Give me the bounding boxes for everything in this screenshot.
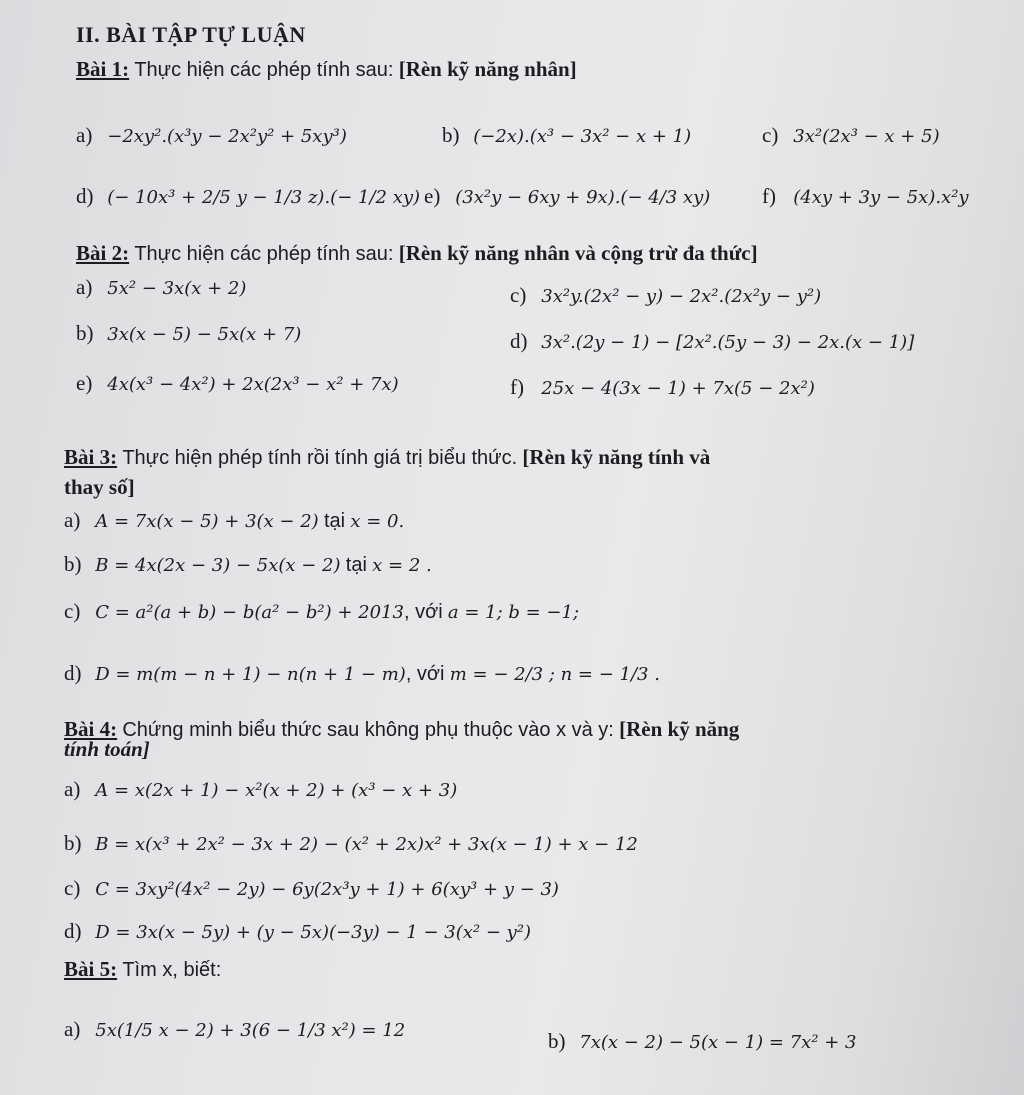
item-label: a)	[64, 777, 81, 801]
item-condition: a = 1; b = −1;	[447, 602, 580, 623]
item-label: a)	[64, 1017, 81, 1041]
bai2-tag: [Rèn kỹ năng nhân và cộng trừ đa thức]	[398, 241, 758, 265]
item-condition: x = 0.	[350, 511, 405, 532]
item-expression: (3x²y − 6xy + 9x).(− 4/3 xy)	[455, 187, 711, 208]
bai4-item-c	[64, 875, 559, 903]
item-expression: 3x(x − 5) − 5x(x + 7)	[107, 324, 302, 345]
item-label: b)	[64, 552, 82, 576]
item-expression: A = x(2x + 1) − x²(x + 2) + (x³ − x + 3)	[95, 780, 458, 801]
item-expression: C = a²(a + b) − b(a² − b²) + 2013	[95, 602, 404, 623]
bai4-item-a	[64, 776, 457, 804]
item-label: c)	[510, 283, 527, 307]
bai1-heading	[76, 56, 577, 83]
bai1-tag: [Rèn kỹ năng nhân]	[398, 57, 577, 81]
bai3-item-b	[64, 551, 432, 579]
item-expression: B = x(x³ + 2x² − 3x + 2) − (x² + 2x)x² + 3x(x − 1) + x − 12	[95, 834, 638, 855]
bai2-desc: Thực hiện các phép tính sau:	[134, 243, 394, 265]
item-label: c)	[762, 123, 779, 147]
item-condition: x = 2 .	[372, 555, 432, 576]
bai1-item-c	[762, 122, 940, 150]
item-label: d)	[76, 184, 94, 208]
item-cond-word: , với	[403, 601, 443, 623]
bai3-item-d	[64, 660, 660, 688]
bai4-item-b	[64, 830, 638, 858]
bai5-desc: Tìm x, biết:	[122, 959, 222, 981]
bai1-item-f	[762, 183, 969, 211]
bai3-heading	[64, 444, 710, 471]
item-expression: 3x².(2y − 1) − [2x².(5y − 3) − 2x.(x − 1)]	[541, 332, 915, 353]
bai2-item-d	[510, 328, 914, 356]
item-cond-word: , với	[405, 663, 445, 685]
item-expression: 4x(x³ − 4x²) + 2x(2x³ − x² + 7x)	[107, 374, 399, 395]
item-expression: 5x(1/5 x − 2) + 3(6 − 1/3 x²) = 12	[95, 1020, 406, 1041]
item-expression: A = 7x(x − 5) + 3(x − 2)	[95, 511, 319, 532]
item-label: e)	[76, 371, 93, 395]
item-expression: 3x²y.(2x² − y) − 2x².(2x²y − y²)	[541, 286, 822, 307]
item-expression: B = 4x(2x − 3) − 5x(x − 2)	[95, 555, 341, 576]
bai4-item-d	[64, 918, 531, 946]
item-label: e)	[424, 184, 441, 208]
bai1-desc: Thực hiện các phép tính sau:	[134, 59, 394, 81]
item-label: f)	[762, 184, 776, 208]
bai5-item-b	[548, 1028, 857, 1056]
bai3-tag-cont: thay số]	[64, 475, 135, 499]
item-expression: (− 10x³ + 2/5 y − 1/3 z).(− 1/2 xy)	[107, 187, 421, 208]
item-label: a)	[64, 508, 81, 532]
bai4-heading	[64, 716, 739, 743]
bai1-item-a	[76, 122, 347, 150]
bai2-item-e	[76, 370, 399, 398]
bai3-desc: Thực hiện phép tính rồi tính giá trị biểu thức.	[122, 447, 518, 469]
bai1-item-e	[424, 183, 710, 211]
bai1-item-d	[76, 183, 420, 211]
item-expression: D = 3x(x − 5y) + (y − 5x)(−3y) − 1 − 3(x² − y²)	[95, 922, 532, 943]
item-cond-word: tại	[323, 510, 346, 532]
item-label: c)	[64, 599, 81, 623]
bai1-label: Bài 1:	[76, 57, 130, 81]
bai2-item-f	[510, 374, 815, 402]
bai4-heading-cont	[64, 736, 150, 762]
item-expression: (−2x).(x³ − 3x² − x + 1)	[473, 126, 692, 147]
section-title: II. BÀI TẬP TỰ LUẬN	[76, 22, 306, 47]
bai4-label: Bài 4:	[64, 717, 118, 741]
item-expression: 5x² − 3x(x + 2)	[107, 278, 247, 299]
bai3-item-a	[64, 507, 404, 535]
bai3-tag: [Rèn kỹ năng tính và	[522, 445, 711, 469]
item-cond-word: tại	[345, 554, 367, 576]
bai2-item-a	[76, 274, 246, 302]
bai2-item-b	[76, 320, 301, 348]
bai5-heading	[64, 956, 221, 983]
item-label: d)	[64, 661, 82, 685]
item-label: a)	[76, 275, 93, 299]
bai4-desc: Chứng minh biểu thức sau không phụ thuộc vào x và y:	[122, 719, 614, 741]
bai2-label: Bài 2:	[76, 241, 130, 265]
item-expression: (4xy + 3y − 5x).x²y	[793, 187, 969, 208]
item-label: b)	[76, 321, 94, 345]
bai2-heading	[76, 240, 758, 267]
item-expression: 3x²(2x³ − x + 5)	[793, 126, 940, 147]
item-label: b)	[442, 123, 460, 147]
item-expression: D = m(m − n + 1) − n(n + 1 − m)	[95, 664, 406, 685]
item-expression: 25x − 4(3x − 1) + 7x(5 − 2x²)	[541, 378, 815, 399]
item-label: b)	[64, 831, 82, 855]
bai3-label: Bài 3:	[64, 445, 118, 469]
bai5-label: Bài 5:	[64, 957, 118, 981]
item-condition: m = − 2/3 ; n = − 1/3 .	[449, 664, 660, 685]
bai1-item-b	[442, 122, 691, 150]
item-expression: −2xy².(x³y − 2x²y² + 5xy³)	[107, 126, 347, 147]
bai3-item-c	[64, 598, 579, 626]
bai4-tag: [Rèn kỹ năng	[619, 717, 740, 741]
item-label: d)	[510, 329, 528, 353]
item-expression: 7x(x − 2) − 5(x − 1) = 7x² + 3	[579, 1032, 857, 1053]
bai2-item-c	[510, 282, 821, 310]
bai5-item-a	[64, 1016, 405, 1044]
bai4-tag-cont: tính toán]	[64, 737, 150, 761]
item-label: b)	[548, 1029, 566, 1053]
bai3-heading-cont	[64, 474, 135, 500]
item-label: f)	[510, 375, 524, 399]
item-label: c)	[64, 876, 81, 900]
item-label: d)	[64, 919, 82, 943]
item-expression: C = 3xy²(4x² − 2y) − 6y(2x³y + 1) + 6(xy³ + y − 3)	[95, 879, 559, 900]
item-label: a)	[76, 123, 93, 147]
